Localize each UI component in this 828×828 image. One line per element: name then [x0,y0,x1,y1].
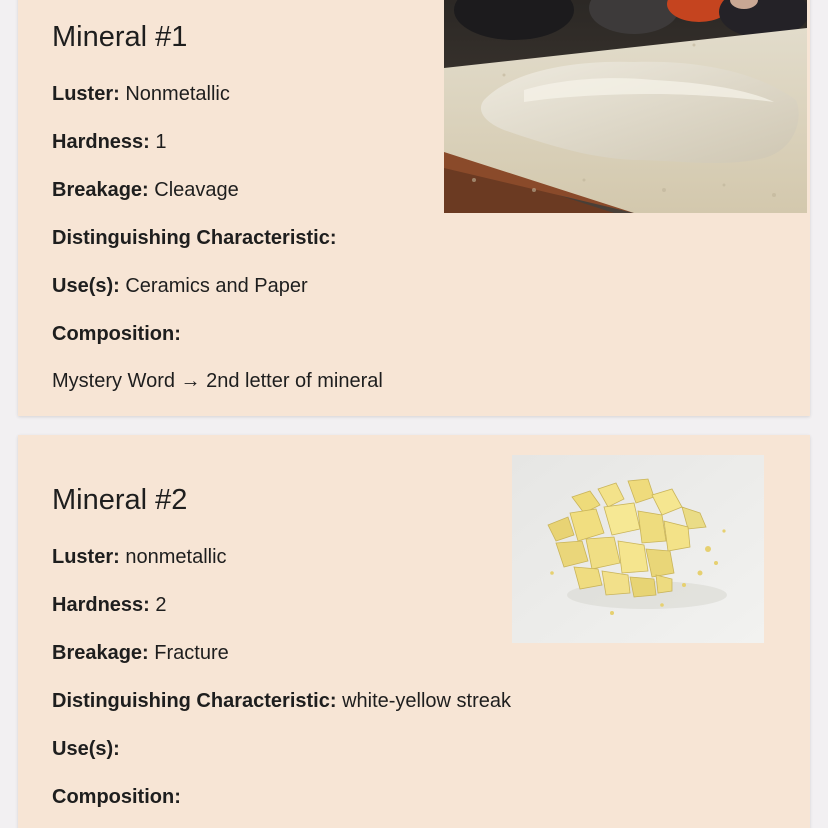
mineral-card-2 [18,435,810,828]
luster-row [52,84,230,104]
breakage-label: Breakage: [52,642,149,664]
mineral-card-1 [18,0,810,416]
uses-label: Use(s): [52,275,120,297]
hardness-value: 1 [155,131,167,153]
breakage-label: Breakage: [52,179,149,201]
distinguishing-row [52,228,337,248]
composition-label: Composition: [52,786,181,808]
breakage-value: Cleavage [154,179,239,201]
mineral-title: Mineral #2 [52,484,188,516]
uses-label: Use(s): [52,738,120,760]
luster-label: Luster: [52,546,120,568]
mineral-title: Mineral #1 [52,21,188,53]
hardness-value: 2 [155,594,167,616]
breakage-row [52,180,239,200]
mystery-word-hint: Mystery Word → 2nd letter of mineral [52,370,383,392]
distinguishing-label: Distinguishing Characteristic: [52,227,337,249]
composition-row [52,787,181,807]
breakage-row [52,643,229,663]
mineral-1-photo [444,0,807,213]
luster-value: nonmetallic [125,546,227,568]
distinguishing-label: Distinguishing Characteristic: [52,690,337,712]
distinguishing-row [52,691,511,711]
luster-label: Luster: [52,83,120,105]
luster-row [52,547,227,567]
luster-value: Nonmetallic [125,83,230,105]
composition-label: Composition: [52,323,181,345]
hardness-label: Hardness: [52,594,150,616]
distinguishing-value: white-yellow streak [342,690,512,712]
hardness-label: Hardness: [52,131,150,153]
composition-row [52,324,181,344]
hardness-row [52,132,167,152]
mineral-2-photo [512,455,764,643]
uses-row [52,276,308,296]
breakage-value: Fracture [154,642,229,664]
hardness-row [52,595,167,615]
uses-value: Ceramics and Paper [125,275,308,297]
uses-row [52,739,120,759]
